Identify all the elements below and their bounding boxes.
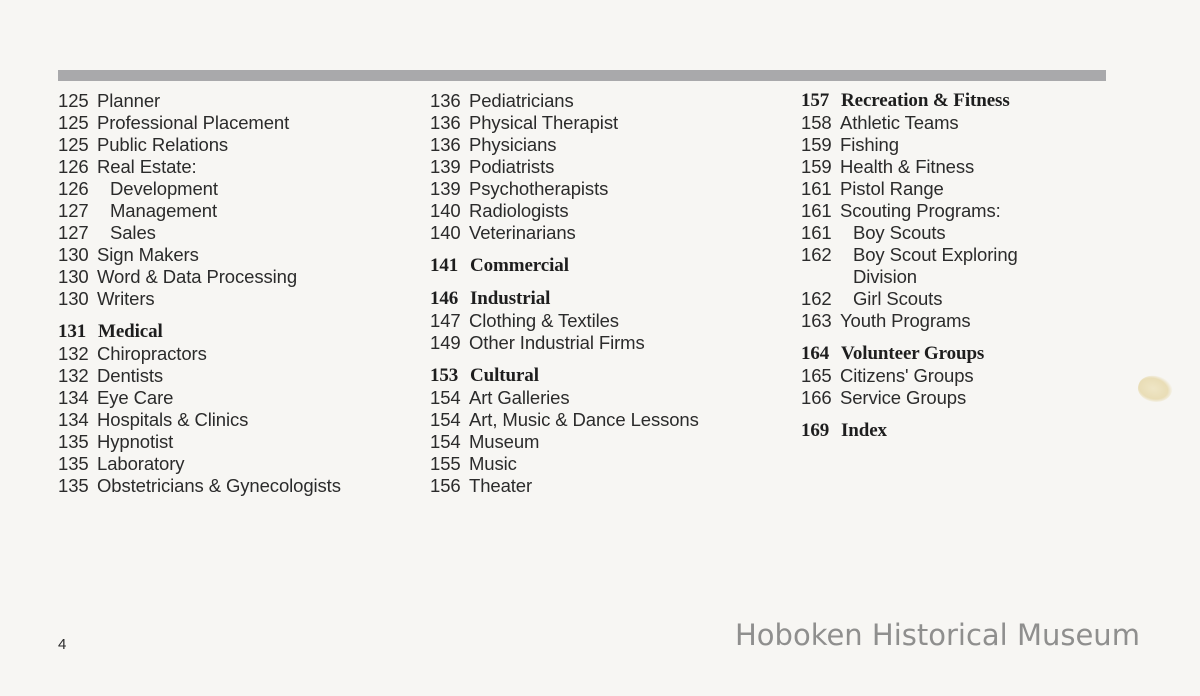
- index-entry: [801, 365, 1018, 387]
- entry-label: Art, Music & Dance Lessons: [469, 409, 699, 430]
- entry-page-number: 125: [58, 112, 89, 133]
- index-entry: [801, 156, 1018, 178]
- index-entry: [58, 244, 341, 266]
- entry-label: Athletic Teams: [840, 112, 959, 133]
- index-entry: [58, 222, 341, 244]
- entry-page-number: 162: [801, 288, 832, 309]
- entry-page-number: 140: [430, 200, 461, 221]
- index-entry: [430, 332, 699, 354]
- entry-page-number: 132: [58, 365, 89, 386]
- entry-page-number: 135: [58, 431, 89, 452]
- index-entry: [430, 134, 699, 156]
- index-entry: [58, 343, 341, 365]
- section-heading: [430, 365, 699, 387]
- entry-label: Veterinarians: [469, 222, 576, 243]
- entry-label: Industrial: [470, 288, 551, 309]
- entry-page-number: 161: [801, 200, 832, 221]
- entry-page-number: 130: [58, 288, 89, 309]
- entry-page-number: 165: [801, 365, 832, 386]
- entry-label: Volunteer Groups: [841, 343, 985, 364]
- entry-page-number: 126: [58, 178, 89, 199]
- entry-label: Boy Scouts: [853, 222, 946, 243]
- entry-page-number: 127: [58, 200, 89, 221]
- index-entry: [58, 90, 341, 112]
- index-entry: [801, 200, 1018, 222]
- index-entry: [58, 365, 341, 387]
- entry-label: Professional Placement: [97, 112, 290, 133]
- entry-page-number: 156: [430, 475, 461, 496]
- entry-label: Other Industrial Firms: [469, 332, 645, 353]
- entry-page-number: 161: [801, 222, 832, 243]
- entry-label: Physicians: [469, 134, 557, 155]
- entry-page-number: 157: [801, 90, 830, 111]
- entry-label: Hospitals & Clinics: [97, 409, 249, 430]
- entry-page-number: 154: [430, 387, 461, 408]
- page-number: 4: [58, 636, 67, 653]
- entry-label: Commercial: [470, 255, 569, 276]
- entry-label: Art Galleries: [469, 387, 570, 408]
- entry-page-number: 132: [58, 343, 89, 364]
- section-heading: [801, 343, 1018, 365]
- entry-label: Radiologists: [469, 200, 569, 221]
- entry-label: Recreation & Fitness: [841, 90, 1010, 111]
- index-entry: [58, 475, 341, 497]
- entry-page-number: 146: [430, 288, 459, 309]
- index-entry: [58, 387, 341, 409]
- entry-page-number: 127: [58, 222, 89, 243]
- index-column-2: [430, 90, 699, 497]
- index-entry: [58, 200, 341, 222]
- entry-page-number: 140: [430, 222, 461, 243]
- index-entry: [58, 409, 341, 431]
- index-entry: [430, 178, 699, 200]
- entry-label: Division: [853, 266, 917, 287]
- entry-page-number: 154: [430, 409, 461, 430]
- index-entry: [801, 244, 1018, 266]
- entry-label: Psychotherapists: [469, 178, 609, 199]
- entry-page-number: 130: [58, 244, 89, 265]
- entry-label: Laboratory: [97, 453, 185, 474]
- index-entry: [801, 310, 1018, 332]
- entry-page-number: 159: [801, 134, 832, 155]
- entry-page-number: 166: [801, 387, 832, 408]
- index-entry: [430, 156, 699, 178]
- entry-page-number: 125: [58, 134, 89, 155]
- entry-page-number: 136: [430, 90, 461, 111]
- entry-page-number: 161: [801, 178, 832, 199]
- entry-page-number: 136: [430, 112, 461, 133]
- entry-label: Development: [110, 178, 218, 199]
- entry-page-number: 163: [801, 310, 832, 331]
- entry-page-number: 162: [801, 244, 832, 265]
- entry-page-number: 130: [58, 266, 89, 287]
- index-entry: [430, 112, 699, 134]
- section-heading: [801, 90, 1018, 112]
- section-heading: [430, 288, 699, 310]
- index-entry: [58, 112, 341, 134]
- index-entry: [58, 453, 341, 475]
- watermark: Hoboken Historical Museum: [735, 618, 1140, 652]
- entry-page-number: 159: [801, 156, 832, 177]
- entry-label: Sales: [110, 222, 156, 243]
- entry-label: Clothing & Textiles: [469, 310, 619, 331]
- entry-label: Boy Scout Exploring: [853, 244, 1018, 265]
- entry-label: Theater: [469, 475, 533, 496]
- entry-label: Public Relations: [97, 134, 229, 155]
- index-entry: [58, 134, 341, 156]
- index-entry: [801, 178, 1018, 200]
- index-entry: [430, 90, 699, 112]
- entry-page-number: 131: [58, 321, 87, 342]
- entry-label: Cultural: [470, 365, 539, 386]
- index-entry: [58, 156, 341, 178]
- index-entry: [430, 200, 699, 222]
- entry-page-number: 154: [430, 431, 461, 452]
- entry-page-number: 134: [58, 409, 89, 430]
- entry-label: Obstetricians & Gynecologists: [97, 475, 341, 496]
- entry-label: Real Estate:: [97, 156, 197, 177]
- entry-label: Health & Fitness: [840, 156, 975, 177]
- entry-label: Eye Care: [97, 387, 174, 408]
- entry-label: Physical Therapist: [469, 112, 619, 133]
- entry-label: Youth Programs: [840, 310, 971, 331]
- index-entry: [430, 409, 699, 431]
- entry-label: Planner: [97, 90, 161, 111]
- entry-page-number: 164: [801, 343, 830, 364]
- entry-page-number: 169: [801, 420, 830, 441]
- entry-label: Hypnotist: [97, 431, 174, 452]
- entry-label: Pediatricians: [469, 90, 574, 111]
- index-entry: [430, 222, 699, 244]
- index-entry: [58, 178, 341, 200]
- entry-label: Music: [469, 453, 517, 474]
- paper-stain: [1135, 372, 1175, 406]
- index-entry: [58, 431, 341, 453]
- entry-page-number: 155: [430, 453, 461, 474]
- entry-page-number: 149: [430, 332, 461, 353]
- entry-page-number: 135: [58, 475, 89, 496]
- index-entry: [801, 387, 1018, 409]
- entry-label: Citizens' Groups: [840, 365, 974, 386]
- section-heading: [58, 321, 341, 343]
- entry-label: Writers: [97, 288, 155, 309]
- entry-page-number: 139: [430, 178, 461, 199]
- entry-label: Index: [841, 420, 887, 441]
- header-rule: [58, 70, 1106, 81]
- index-column-3: [801, 90, 1018, 442]
- index-entry: [801, 266, 1018, 288]
- index-entry: [58, 288, 341, 310]
- index-entry: [430, 387, 699, 409]
- index-entry: [801, 112, 1018, 134]
- section-heading: [430, 255, 699, 277]
- entry-label: Podiatrists: [469, 156, 555, 177]
- index-entry: [430, 310, 699, 332]
- entry-page-number: 153: [430, 365, 459, 386]
- entry-label: Medical: [98, 321, 163, 342]
- entry-label: Word & Data Processing: [97, 266, 298, 287]
- entry-label: Sign Makers: [97, 244, 199, 265]
- entry-page-number: 139: [430, 156, 461, 177]
- entry-label: Pistol Range: [840, 178, 944, 199]
- entry-page-number: 125: [58, 90, 89, 111]
- entry-label: Girl Scouts: [853, 288, 943, 309]
- entry-page-number: 126: [58, 156, 89, 177]
- entry-label: Dentists: [97, 365, 164, 386]
- entry-page-number: 147: [430, 310, 461, 331]
- index-column-1: [58, 90, 341, 497]
- entry-page-number: 134: [58, 387, 89, 408]
- section-heading: [801, 420, 1018, 442]
- index-entry: [801, 288, 1018, 310]
- entry-label: Chiropractors: [97, 343, 207, 364]
- entry-page-number: 135: [58, 453, 89, 474]
- entry-label: Fishing: [840, 134, 899, 155]
- entry-page-number: 136: [430, 134, 461, 155]
- index-entry: [801, 134, 1018, 156]
- entry-label: Management: [110, 200, 217, 221]
- index-entry: [801, 222, 1018, 244]
- index-entry: [430, 431, 699, 453]
- entry-page-number: 141: [430, 255, 459, 276]
- entry-label: Service Groups: [840, 387, 967, 408]
- entry-label: Museum: [469, 431, 540, 452]
- index-entry: [430, 453, 699, 475]
- index-entry: [430, 475, 699, 497]
- entry-label: Scouting Programs:: [840, 200, 1001, 221]
- index-entry: [58, 266, 341, 288]
- entry-page-number: 158: [801, 112, 832, 133]
